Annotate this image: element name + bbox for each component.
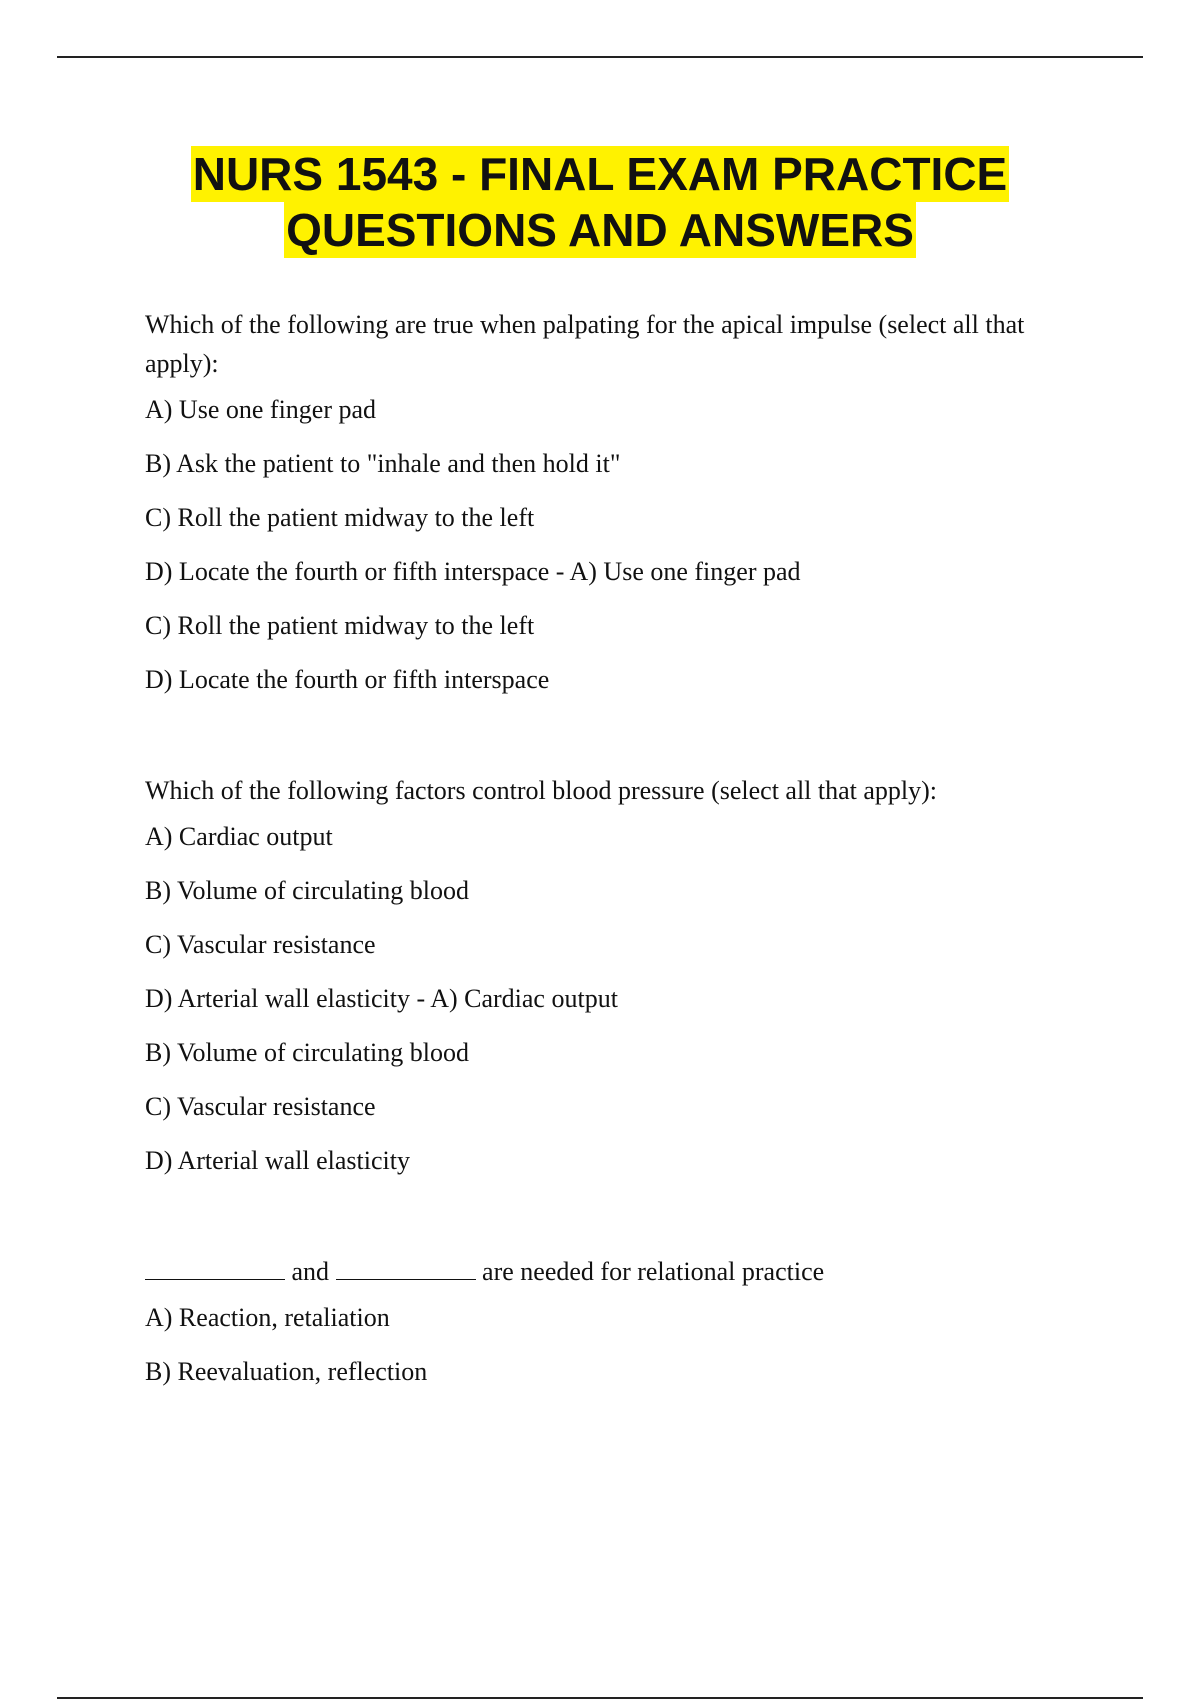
answer-option: C) Vascular resistance (145, 930, 376, 959)
answer-option: B) Volume of circulating blood (145, 1038, 469, 1067)
question-prompt: Which of the following factors control blood pressure (select all that apply): (145, 776, 938, 805)
title-line-2: QUESTIONS AND ANSWERS (286, 204, 914, 256)
answer-option: B) Reevaluation, reflection (145, 1357, 428, 1386)
answer-option: C) Roll the patient midway to the left (145, 611, 535, 640)
top-rule (57, 56, 1143, 58)
title-line-1: NURS 1543 - FINAL EXAM PRACTICE (192, 148, 1008, 200)
answer-option: C) Vascular resistance (145, 1092, 376, 1121)
page-title (0, 146, 1200, 258)
answer-option: D) Arterial wall elasticity (145, 1146, 410, 1175)
question-block-2 (145, 771, 1065, 1176)
answer-option: C) Roll the patient midway to the left (145, 503, 535, 532)
question-block-1 (145, 305, 1065, 695)
answer-option: D) Locate the fourth or fifth interspace - A) Use one finger pad (145, 557, 801, 586)
answer-option: A) Cardiac output (145, 822, 333, 851)
answer-option: D) Arterial wall elasticity - A) Cardiac output (145, 984, 618, 1013)
question-prompt: Which of the following are true when palpating for the apical impulse (select all that apply): (145, 310, 1025, 378)
answer-option: D) Locate the fourth or fifth interspace (145, 665, 550, 694)
question-prompt (145, 1252, 1065, 1291)
prompt-ending: are needed for relational practice (482, 1257, 825, 1286)
question-block-3 (145, 1252, 1065, 1387)
answer-option: A) Reaction, retaliation (145, 1303, 390, 1332)
fill-in-blank (145, 1257, 285, 1280)
document-body (145, 305, 1065, 1411)
answer-option: B) Volume of circulating blood (145, 876, 469, 905)
bottom-rule (57, 1697, 1143, 1699)
fill-in-blank (336, 1257, 476, 1280)
answer-option: A) Use one finger pad (145, 395, 377, 424)
answer-option: B) Ask the patient to "inhale and then hold it" (145, 449, 621, 478)
prompt-connector: and (291, 1257, 330, 1286)
